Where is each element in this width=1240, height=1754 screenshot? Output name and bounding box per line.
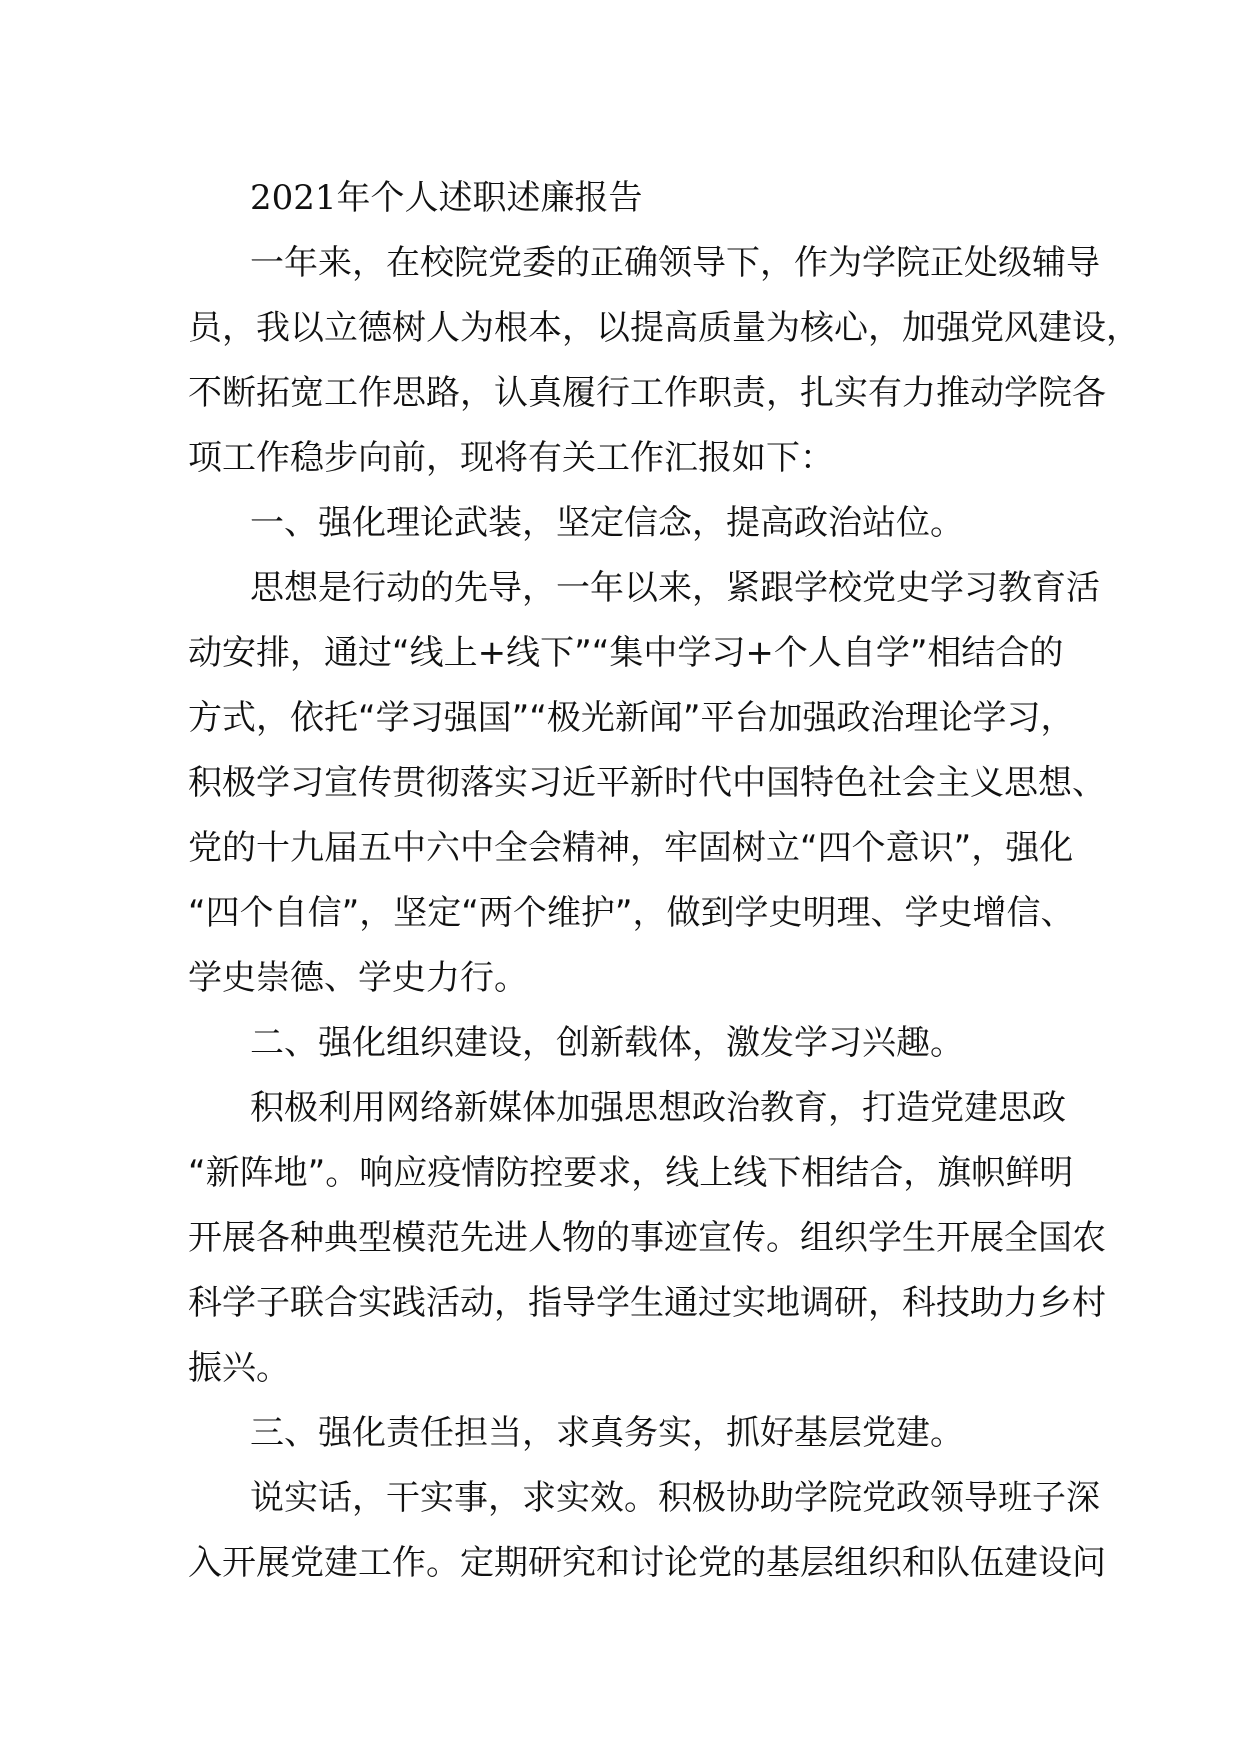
document-title: 2021年个人述职述廉报告 [250, 178, 643, 218]
paragraph-line: 不断拓宽工作思路，认真履行工作职责，扎实有力推动学院各 [188, 373, 1106, 413]
paragraph-line: 党的十九届五中六中全会精神，牢固树立“四个意识”，强化 [188, 828, 1074, 868]
section-heading: 一、强化理论武装，坚定信念，提高政治站位。 [250, 503, 964, 543]
section-heading: 三、强化责任担当，求真务实，抓好基层党建。 [250, 1413, 964, 1453]
paragraph-line: “新阵地”。响应疫情防控要求，线上线下相结合，旗帜鲜明 [188, 1153, 1074, 1193]
paragraph-line: 入开展党建工作。定期研究和讨论党的基层组织和队伍建设问 [188, 1543, 1106, 1583]
paragraph-line: “四个自信”，坚定“两个维护”，做到学史明理、学史增信、 [188, 893, 1075, 933]
document-body [188, 166, 1140, 1596]
paragraph-line: 方式，依托“学习强国”“极光新闻”平台加强政治理论学习， [188, 698, 1075, 738]
paragraph-line: 积极学习宣传贯彻落实习近平新时代中国特色社会主义思想、 [188, 763, 1106, 803]
paragraph-line: 积极利用网络新媒体加强思想政治教育，打造党建思政 [250, 1088, 1066, 1128]
paragraph-line: 开展各种典型模范先进人物的事迹宣传。组织学生开展全国农 [188, 1218, 1106, 1258]
paragraph-line: 振兴。 [188, 1348, 290, 1388]
paragraph-line: 思想是行动的先导，一年以来，紧跟学校党史学习教育活 [250, 568, 1100, 608]
paragraph-line: 项工作稳步向前，现将有关工作汇报如下： [188, 438, 834, 478]
paragraph-line: 科学子联合实践活动，指导学生通过实地调研，科技助力乡村 [188, 1283, 1106, 1323]
paragraph-line: 说实话，干实事，求实效。积极协助学院党政领导班子深 [250, 1478, 1100, 1518]
paragraph-line: 一年来，在校院党委的正确领导下，作为学院正处级辅导 [250, 243, 1100, 283]
paragraph-line: 员，我以立德树人为根本，以提高质量为核心，加强党风建设， [188, 308, 1140, 348]
section-heading: 二、强化组织建设，创新载体，激发学习兴趣。 [250, 1023, 964, 1063]
paragraph-line: 学史崇德、学史力行。 [188, 958, 528, 998]
paragraph-line: 动安排，通过“线上+线下”“集中学习+个人自学”相结合的 [188, 633, 1064, 673]
